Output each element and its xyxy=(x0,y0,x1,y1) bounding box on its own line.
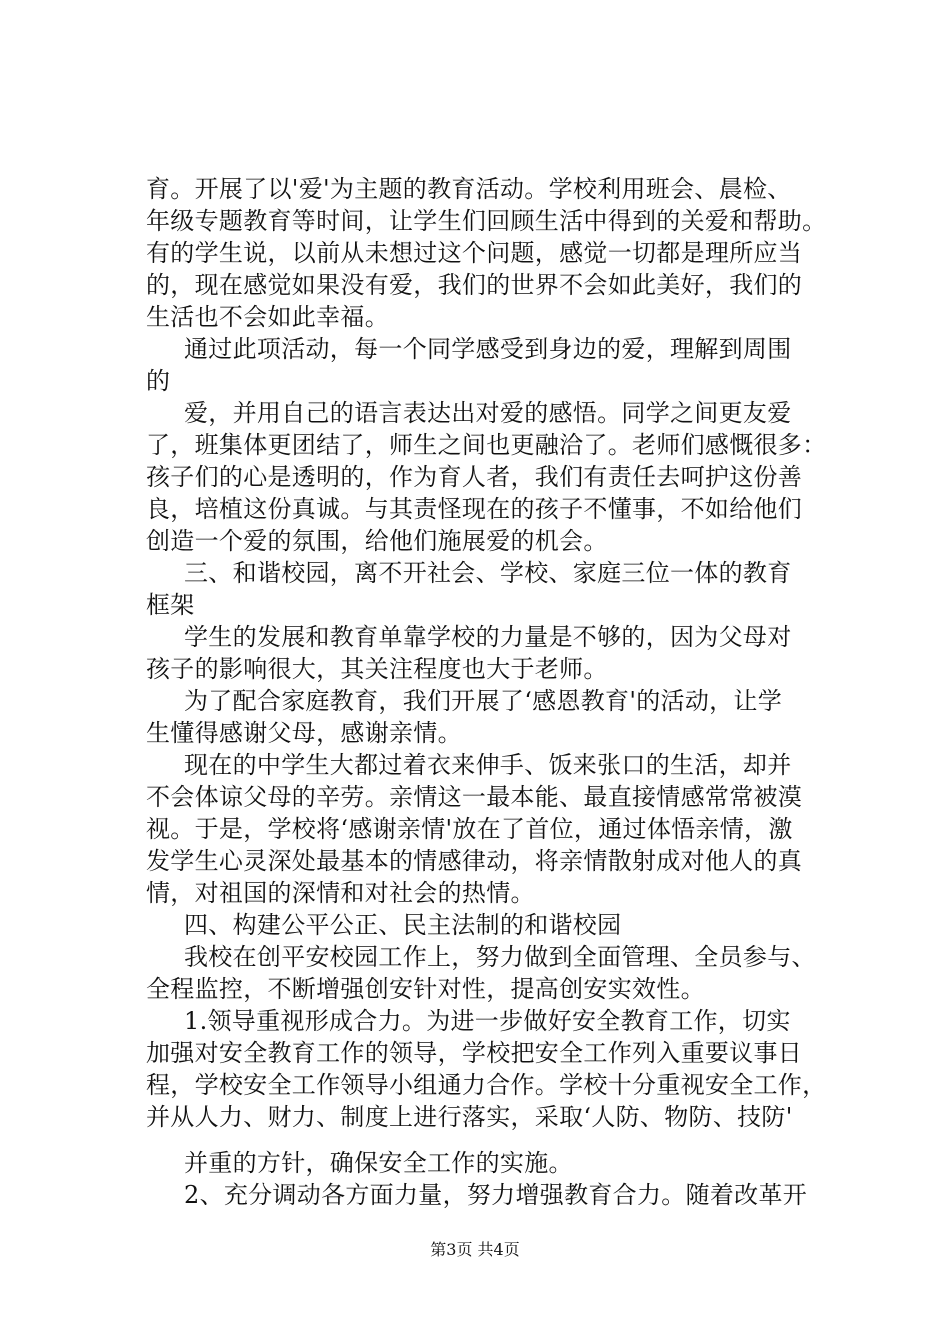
text-line: 育。开展了以'爱'为主题的教育活动。学校利用班会、晨检、 xyxy=(146,175,792,203)
paragraph-start-line: 2、充分调动各方面力量，努力增强教育合力。随着改革开 xyxy=(184,1181,808,1209)
paragraph-start-line: 并重的方针，确保安全工作的实施。 xyxy=(184,1149,573,1177)
text-line: 有的学生说，以前从未想过这个问题，感觉一切都是理所应当 xyxy=(146,239,803,267)
text-line: 程，学校安全工作领导小组通力合作。学校十分重视安全工作， xyxy=(146,1071,827,1099)
paragraph-start-line: 为了配合家庭教育，我们开展了‘感恩教育'的活动，让学 xyxy=(184,687,783,715)
text-line: 孩子的影响很大，其关注程度也大于老师。 xyxy=(146,655,608,683)
paragraph-start-line: 1.领导重视形成合力。为进一步做好安全教育工作，切实 xyxy=(184,1007,791,1035)
text-line: 生懂得感谢父母，感谢亲情。 xyxy=(146,719,462,747)
text-line: 不会体谅父母的辛劳。亲情这一最本能、最直接情感常常被漠 xyxy=(146,783,803,811)
paragraph-start-line: 我校在创平安校园工作上，努力做到全面管理、全员参与、 xyxy=(184,943,816,971)
text-line: 的，现在感觉如果没有爱，我们的世界不会如此美好，我们的 xyxy=(146,271,803,299)
text-line: 加强对安全教育工作的领导，学校把安全工作列入重要议事日 xyxy=(146,1039,803,1067)
section-heading-line: 三、和谐校园，离不开社会、学校、家庭三位一体的教育 xyxy=(184,559,792,587)
page-footer: 第3页 共4页 xyxy=(430,1240,520,1259)
text-line: 全程监控，不断增强创安针对性，提高创安实效性。 xyxy=(146,975,705,1003)
text-line: 创造一个爱的氛围，给他们施展爱的机会。 xyxy=(146,527,608,555)
paragraph-start-line: 爱，并用自己的语言表达出对爱的感悟。同学之间更友爱 xyxy=(184,399,792,427)
text-line: 年级专题教育等时间，让学生们回顾生活中得到的关爱和帮助。 xyxy=(146,207,827,235)
paragraph-start-line: 学生的发展和教育单靠学校的力量是不够的，因为父母对 xyxy=(184,623,792,651)
section-heading-line: 框架 xyxy=(146,591,195,619)
section-heading-line: 四、构建公平公正、民主法制的和谐校园 xyxy=(184,911,622,939)
text-line: 并从人力、财力、制度上进行落实，采取‘人防、物防、技防' xyxy=(146,1103,793,1131)
text-line: 的 xyxy=(146,367,171,395)
text-line: 良，培植这份真诚。与其责怪现在的孩子不懂事，不如给他们 xyxy=(146,495,803,523)
text-line: 视。于是，学校将‘感谢亲情'放在了首位，通过体悟亲情，激 xyxy=(146,815,793,843)
text-line: 了，班集体更团结了，师生之间也更融洽了。老师们感慨很多： xyxy=(146,431,827,459)
text-line: 情，对祖国的深情和对社会的热情。 xyxy=(146,879,535,907)
text-line: 发学生心灵深处最基本的情感律动，将亲情散射成对他人的真 xyxy=(146,847,803,875)
paragraph-start-line: 通过此项活动，每一个同学感受到身边的爱，理解到周围 xyxy=(184,335,792,363)
paragraph-start-line: 现在的中学生大都过着衣来伸手、饭来张口的生活，却并 xyxy=(184,751,792,779)
text-line: 生活也不会如此幸福。 xyxy=(146,303,389,331)
text-line: 孩子们的心是透明的，作为育人者，我们有责任去呵护这份善 xyxy=(146,463,803,491)
